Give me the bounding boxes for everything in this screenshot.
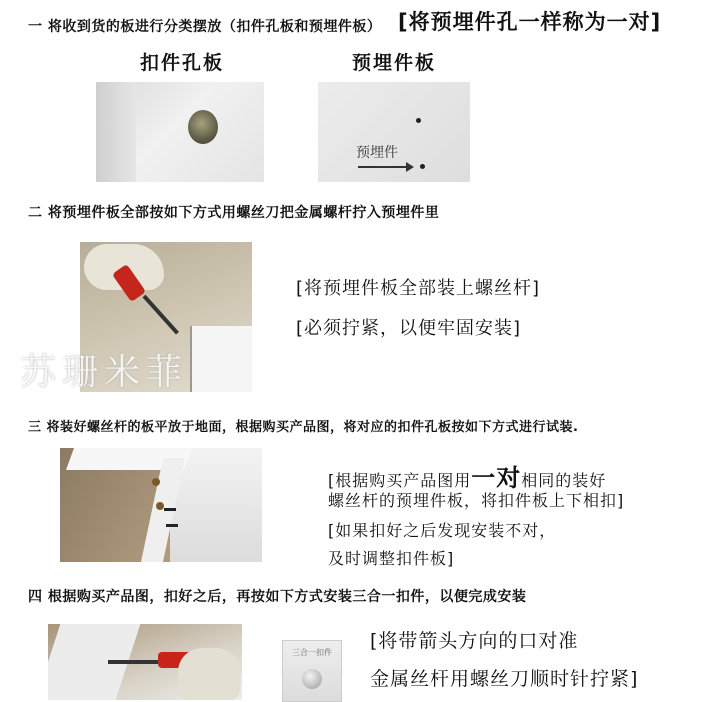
step1-bracket-note: [将预埋件孔一样称为一对] <box>398 10 662 34</box>
one-pair-emphasis: 一对 <box>471 464 522 492</box>
cam-lock-icon <box>302 669 322 689</box>
embedded-board-label: 预埋件板 <box>352 52 437 74</box>
buckle-hole-board-photo <box>96 82 264 182</box>
step3-note-c: [如果扣好之后发现安装不对， <box>328 521 557 540</box>
cam-install-photo <box>48 624 242 700</box>
step1-instruction: 一 将收到货的板进行分类摆放（扣件孔板和预埋件板） <box>28 19 382 35</box>
step2-instruction: 二 将预埋件板全部按如下方式用螺丝刀把金属螺杆拧入预埋件里 <box>28 205 440 221</box>
glove-icon <box>178 648 240 700</box>
step3-note-b: 螺丝杆的预埋件板，将扣件板上下相扣] <box>328 491 625 510</box>
embedded-board-photo <box>318 82 470 182</box>
arrow-icon <box>358 166 410 168</box>
cam-fitting-label: 三合一扣件 <box>292 648 332 657</box>
step4-note-1: [将带箭头方向的口对准 <box>370 630 579 652</box>
step3-note-a: [根据购买产品图用一对相同的装好 <box>328 464 607 492</box>
step3-instruction: 三 将装好螺丝杆的板平放于地面，根据购买产品图，将对应的扣件孔板按如下方式进行试装. <box>28 420 579 435</box>
cam-fitting-photo <box>282 640 342 702</box>
step4-note-2: 金属丝杆用螺丝刀顺时针拧紧] <box>370 668 639 690</box>
step4-instruction: 四 根据购买产品图，扣好之后，再按如下方式安装三合一扣件，以便完成安装 <box>28 589 527 605</box>
step3-note-d: 及时调整扣件板] <box>328 549 455 568</box>
buckle-hole-board-label: 扣件孔板 <box>140 52 225 74</box>
trial-assembly-photo <box>60 448 262 562</box>
embed-dot-icon <box>420 164 425 169</box>
watermark: 苏珊米菲 <box>20 352 189 393</box>
step2-note-2: [必须拧紧，以便牢固安装] <box>296 318 522 339</box>
embed-label: 预埋件 <box>356 145 398 161</box>
embed-dot-icon <box>416 118 421 123</box>
step2-note-1: [将预埋件板全部装上螺丝杆] <box>296 278 541 299</box>
hole-icon <box>188 110 218 144</box>
